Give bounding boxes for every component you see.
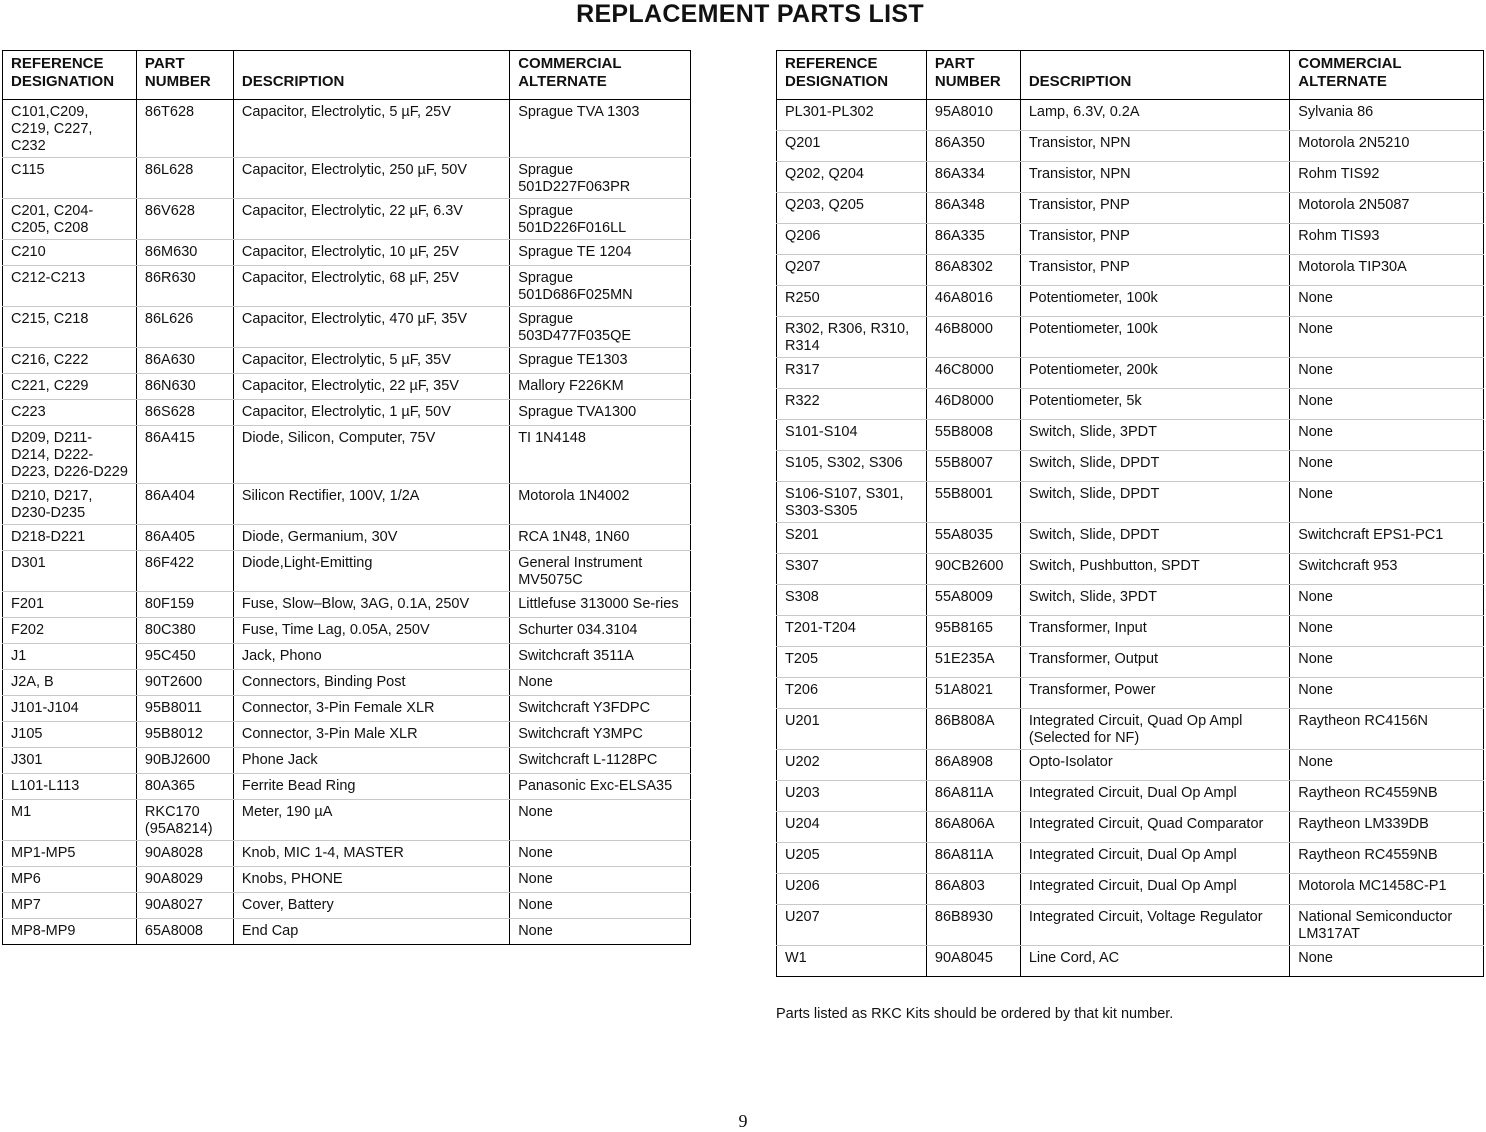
part-number-cell: 86F422 bbox=[136, 551, 233, 592]
commercial-alternate-cell: Motorola 1N4002 bbox=[510, 484, 691, 525]
description-cell: Cover, Battery bbox=[233, 893, 509, 919]
reference-cell: C115 bbox=[3, 158, 137, 199]
reference-cell: R250 bbox=[777, 286, 927, 317]
commercial-alternate-cell: None bbox=[1290, 451, 1484, 482]
description-cell: Potentiometer, 5k bbox=[1020, 389, 1289, 420]
reference-cell: Q202, Q204 bbox=[777, 162, 927, 193]
commercial-alternate-cell: None bbox=[1290, 750, 1484, 781]
part-number-cell: 86L626 bbox=[136, 307, 233, 348]
commercial-alternate-cell: None bbox=[510, 800, 691, 841]
description-cell: Connectors, Binding Post bbox=[233, 670, 509, 696]
header-commercial-alternate: COMMERCIAL ALTERNATE bbox=[510, 51, 691, 100]
reference-cell: Q201 bbox=[777, 131, 927, 162]
description-cell: Meter, 190 µA bbox=[233, 800, 509, 841]
table-row bbox=[777, 585, 1484, 616]
part-number-cell: 90BJ2600 bbox=[136, 748, 233, 774]
description-cell: Transformer, Input bbox=[1020, 616, 1289, 647]
part-number-cell: 80C380 bbox=[136, 618, 233, 644]
part-number-cell: 86N630 bbox=[136, 374, 233, 400]
part-number-cell: 80F159 bbox=[136, 592, 233, 618]
commercial-alternate-cell: Switchcraft EPS1-PC1 bbox=[1290, 523, 1484, 554]
header-reference-designation: REFERENCE DESIGNATION bbox=[3, 51, 137, 100]
description-cell: Ferrite Bead Ring bbox=[233, 774, 509, 800]
description-cell: Phone Jack bbox=[233, 748, 509, 774]
table-row bbox=[777, 554, 1484, 585]
reference-cell: R302, R306, R310, R314 bbox=[777, 317, 927, 358]
commercial-alternate-cell: Panasonic Exc-ELSA35 bbox=[510, 774, 691, 800]
part-number-cell: 51A8021 bbox=[926, 678, 1020, 709]
part-number-cell: 46C8000 bbox=[926, 358, 1020, 389]
part-number-cell: 46B8000 bbox=[926, 317, 1020, 358]
reference-cell: C212-C213 bbox=[3, 266, 137, 307]
header-commercial-alternate: COMMERCIAL ALTERNATE bbox=[1290, 51, 1484, 100]
part-number-cell: RKC170 (95A8214) bbox=[136, 800, 233, 841]
part-number-cell: 86A348 bbox=[926, 193, 1020, 224]
commercial-alternate-cell: Sprague TE 1204 bbox=[510, 240, 691, 266]
table-row bbox=[3, 696, 691, 722]
reference-cell: U204 bbox=[777, 812, 927, 843]
part-number-cell: 55B8001 bbox=[926, 482, 1020, 523]
part-number-cell: 86B8930 bbox=[926, 905, 1020, 946]
commercial-alternate-cell: Sprague 501D227F063PR bbox=[510, 158, 691, 199]
description-cell: Transistor, PNP bbox=[1020, 224, 1289, 255]
part-number-cell: 86A350 bbox=[926, 131, 1020, 162]
table-row bbox=[3, 199, 691, 240]
description-cell: Transistor, NPN bbox=[1020, 162, 1289, 193]
page-title: REPLACEMENT PARTS LIST bbox=[576, 0, 924, 28]
part-number-cell: 86A404 bbox=[136, 484, 233, 525]
reference-cell: C216, C222 bbox=[3, 348, 137, 374]
commercial-alternate-cell: National Semiconductor LM317AT bbox=[1290, 905, 1484, 946]
commercial-alternate-cell: None bbox=[1290, 585, 1484, 616]
part-number-cell: 51E235A bbox=[926, 647, 1020, 678]
commercial-alternate-cell: None bbox=[1290, 420, 1484, 451]
table-row bbox=[777, 420, 1484, 451]
description-cell: Knobs, PHONE bbox=[233, 867, 509, 893]
reference-cell: T206 bbox=[777, 678, 927, 709]
commercial-alternate-cell: Switchcraft 3511A bbox=[510, 644, 691, 670]
reference-cell: F201 bbox=[3, 592, 137, 618]
reference-cell: S201 bbox=[777, 523, 927, 554]
description-cell: Integrated Circuit, Dual Op Ampl bbox=[1020, 781, 1289, 812]
table-row bbox=[3, 158, 691, 199]
reference-cell: Q207 bbox=[777, 255, 927, 286]
table-row bbox=[3, 644, 691, 670]
table-row bbox=[777, 162, 1484, 193]
commercial-alternate-cell: Rohm TIS92 bbox=[1290, 162, 1484, 193]
commercial-alternate-cell: Rohm TIS93 bbox=[1290, 224, 1484, 255]
table-row bbox=[777, 389, 1484, 420]
table-row bbox=[777, 224, 1484, 255]
reference-cell: U201 bbox=[777, 709, 927, 750]
description-cell: Switch, Pushbutton, SPDT bbox=[1020, 554, 1289, 585]
commercial-alternate-cell: None bbox=[510, 893, 691, 919]
commercial-alternate-cell: None bbox=[510, 841, 691, 867]
part-number-cell: 86A415 bbox=[136, 426, 233, 484]
table-row bbox=[777, 451, 1484, 482]
part-number-cell: 65A8008 bbox=[136, 919, 233, 945]
parts-table-right-body bbox=[777, 100, 1484, 977]
ordering-note: Parts listed as RKC Kits should be ordered by that kit number. bbox=[776, 1006, 1174, 1022]
parts-table-left-body bbox=[3, 100, 691, 945]
commercial-alternate-cell: Raytheon RC4559NB bbox=[1290, 843, 1484, 874]
reference-cell: S307 bbox=[777, 554, 927, 585]
table-row bbox=[777, 781, 1484, 812]
description-cell: Fuse, Slow–Blow, 3AG, 0.1A, 250V bbox=[233, 592, 509, 618]
part-number-cell: 95B8165 bbox=[926, 616, 1020, 647]
table-row bbox=[3, 426, 691, 484]
table-row bbox=[777, 131, 1484, 162]
description-cell: Potentiometer, 100k bbox=[1020, 317, 1289, 358]
commercial-alternate-cell: None bbox=[1290, 946, 1484, 977]
commercial-alternate-cell: Motorola TIP30A bbox=[1290, 255, 1484, 286]
reference-cell: C201, C204-C205, C208 bbox=[3, 199, 137, 240]
reference-cell: S308 bbox=[777, 585, 927, 616]
part-number-cell: 86M630 bbox=[136, 240, 233, 266]
commercial-alternate-cell: Motorola 2N5087 bbox=[1290, 193, 1484, 224]
part-number-cell: 86A806A bbox=[926, 812, 1020, 843]
commercial-alternate-cell: Sprague 503D477F035QE bbox=[510, 307, 691, 348]
table-row bbox=[777, 812, 1484, 843]
part-number-cell: 86S628 bbox=[136, 400, 233, 426]
commercial-alternate-cell: Sprague TVA 1303 bbox=[510, 100, 691, 158]
description-cell: Integrated Circuit, Quad Op Ampl (Selected for NF) bbox=[1020, 709, 1289, 750]
table-row bbox=[3, 307, 691, 348]
table-row bbox=[3, 774, 691, 800]
table-row bbox=[777, 523, 1484, 554]
part-number-cell: 86B808A bbox=[926, 709, 1020, 750]
part-number-cell: 90CB2600 bbox=[926, 554, 1020, 585]
table-row bbox=[3, 618, 691, 644]
commercial-alternate-cell: Motorola 2N5210 bbox=[1290, 131, 1484, 162]
description-cell: Transistor, NPN bbox=[1020, 131, 1289, 162]
reference-cell: U205 bbox=[777, 843, 927, 874]
commercial-alternate-cell: None bbox=[1290, 317, 1484, 358]
description-cell: Switch, Slide, DPDT bbox=[1020, 451, 1289, 482]
commercial-alternate-cell: Sylvania 86 bbox=[1290, 100, 1484, 131]
reference-cell: D209, D211-D214, D222-D223, D226-D229 bbox=[3, 426, 137, 484]
commercial-alternate-cell: None bbox=[1290, 616, 1484, 647]
commercial-alternate-cell: None bbox=[1290, 678, 1484, 709]
reference-cell: D301 bbox=[3, 551, 137, 592]
part-number-cell: 95C450 bbox=[136, 644, 233, 670]
table-row bbox=[3, 374, 691, 400]
commercial-alternate-cell: Raytheon RC4559NB bbox=[1290, 781, 1484, 812]
reference-cell: MP7 bbox=[3, 893, 137, 919]
header-description: DESCRIPTION bbox=[1020, 51, 1289, 100]
reference-cell: MP1-MP5 bbox=[3, 841, 137, 867]
commercial-alternate-cell: Motorola MC1458C-P1 bbox=[1290, 874, 1484, 905]
description-cell: Knob, MIC 1-4, MASTER bbox=[233, 841, 509, 867]
part-number-cell: 86A811A bbox=[926, 843, 1020, 874]
part-number-cell: 90A8029 bbox=[136, 867, 233, 893]
part-number-cell: 90A8045 bbox=[926, 946, 1020, 977]
description-cell: Integrated Circuit, Dual Op Ampl bbox=[1020, 874, 1289, 905]
table-header-row bbox=[3, 51, 691, 100]
reference-cell: R317 bbox=[777, 358, 927, 389]
part-number-cell: 86R630 bbox=[136, 266, 233, 307]
commercial-alternate-cell: Raytheon RC4156N bbox=[1290, 709, 1484, 750]
part-number-cell: 46D8000 bbox=[926, 389, 1020, 420]
table-row bbox=[777, 678, 1484, 709]
part-number-cell: 90A8028 bbox=[136, 841, 233, 867]
part-number-cell: 90T2600 bbox=[136, 670, 233, 696]
header-part-number: PART NUMBER bbox=[136, 51, 233, 100]
header-reference-designation: REFERENCE DESIGNATION bbox=[777, 51, 927, 100]
commercial-alternate-cell: TI 1N4148 bbox=[510, 426, 691, 484]
reference-cell: W1 bbox=[777, 946, 927, 977]
commercial-alternate-cell: Sprague 501D686F025MN bbox=[510, 266, 691, 307]
description-cell: Capacitor, Electrolytic, 250 µF, 50V bbox=[233, 158, 509, 199]
description-cell: Capacitor, Electrolytic, 68 µF, 25V bbox=[233, 266, 509, 307]
description-cell: End Cap bbox=[233, 919, 509, 945]
header-description: DESCRIPTION bbox=[233, 51, 509, 100]
reference-cell: Q203, Q205 bbox=[777, 193, 927, 224]
description-cell: Transistor, PNP bbox=[1020, 193, 1289, 224]
description-cell: Switch, Slide, 3PDT bbox=[1020, 420, 1289, 451]
table-row bbox=[3, 525, 691, 551]
table-header-row bbox=[777, 51, 1484, 100]
commercial-alternate-cell: Switchcraft 953 bbox=[1290, 554, 1484, 585]
part-number-cell: 46A8016 bbox=[926, 286, 1020, 317]
commercial-alternate-cell: Littlefuse 313000 Se-ries bbox=[510, 592, 691, 618]
table-row bbox=[3, 592, 691, 618]
table-row bbox=[777, 843, 1484, 874]
description-cell: Diode,Light-Emitting bbox=[233, 551, 509, 592]
commercial-alternate-cell: Switchcraft Y3MPC bbox=[510, 722, 691, 748]
reference-cell: J1 bbox=[3, 644, 137, 670]
table-row bbox=[777, 358, 1484, 389]
description-cell: Diode, Germanium, 30V bbox=[233, 525, 509, 551]
commercial-alternate-cell: None bbox=[510, 670, 691, 696]
reference-cell: D218-D221 bbox=[3, 525, 137, 551]
reference-cell: M1 bbox=[3, 800, 137, 841]
table-row bbox=[3, 893, 691, 919]
part-number-cell: 86V628 bbox=[136, 199, 233, 240]
description-cell: Jack, Phono bbox=[233, 644, 509, 670]
commercial-alternate-cell: Raytheon LM339DB bbox=[1290, 812, 1484, 843]
commercial-alternate-cell: Schurter 034.3104 bbox=[510, 618, 691, 644]
parts-table-left bbox=[2, 50, 691, 945]
part-number-cell: 86L628 bbox=[136, 158, 233, 199]
commercial-alternate-cell: None bbox=[1290, 389, 1484, 420]
reference-cell: C215, C218 bbox=[3, 307, 137, 348]
commercial-alternate-cell: Switchcraft L-1128PC bbox=[510, 748, 691, 774]
parts-table-right bbox=[776, 50, 1484, 977]
table-row bbox=[777, 709, 1484, 750]
table-row bbox=[777, 255, 1484, 286]
part-number-cell: 95A8010 bbox=[926, 100, 1020, 131]
part-number-cell: 80A365 bbox=[136, 774, 233, 800]
table-row bbox=[3, 748, 691, 774]
reference-cell: Q206 bbox=[777, 224, 927, 255]
commercial-alternate-cell: None bbox=[510, 867, 691, 893]
reference-cell: L101-L113 bbox=[3, 774, 137, 800]
description-cell: Opto-Isolator bbox=[1020, 750, 1289, 781]
table-row bbox=[3, 484, 691, 525]
description-cell: Capacitor, Electrolytic, 5 µF, 35V bbox=[233, 348, 509, 374]
reference-cell: R322 bbox=[777, 389, 927, 420]
table-row bbox=[777, 946, 1484, 977]
description-cell: Capacitor, Electrolytic, 10 µF, 25V bbox=[233, 240, 509, 266]
part-number-cell: 86T628 bbox=[136, 100, 233, 158]
header-part-number: PART NUMBER bbox=[926, 51, 1020, 100]
description-cell: Switch, Slide, 3PDT bbox=[1020, 585, 1289, 616]
description-cell: Transformer, Power bbox=[1020, 678, 1289, 709]
reference-cell: U203 bbox=[777, 781, 927, 812]
part-number-cell: 95B8011 bbox=[136, 696, 233, 722]
commercial-alternate-cell: None bbox=[1290, 482, 1484, 523]
description-cell: Integrated Circuit, Quad Comparator bbox=[1020, 812, 1289, 843]
table-row bbox=[3, 240, 691, 266]
description-cell: Integrated Circuit, Dual Op Ampl bbox=[1020, 843, 1289, 874]
table-row bbox=[3, 551, 691, 592]
page-number: 9 bbox=[738, 1111, 748, 1131]
table-row bbox=[3, 266, 691, 307]
commercial-alternate-cell: Switchcraft Y3FDPC bbox=[510, 696, 691, 722]
reference-cell: S105, S302, S306 bbox=[777, 451, 927, 482]
reference-cell: C101,C209, C219, C227, C232 bbox=[3, 100, 137, 158]
table-row bbox=[3, 841, 691, 867]
reference-cell: C210 bbox=[3, 240, 137, 266]
description-cell: Connector, 3-Pin Female XLR bbox=[233, 696, 509, 722]
reference-cell: S101-S104 bbox=[777, 420, 927, 451]
description-cell: Capacitor, Electrolytic, 22 µF, 6.3V bbox=[233, 199, 509, 240]
reference-cell: MP8-MP9 bbox=[3, 919, 137, 945]
table-row bbox=[3, 348, 691, 374]
part-number-cell: 86A8302 bbox=[926, 255, 1020, 286]
table-row bbox=[3, 670, 691, 696]
table-row bbox=[777, 750, 1484, 781]
description-cell: Connector, 3-Pin Male XLR bbox=[233, 722, 509, 748]
table-row bbox=[777, 905, 1484, 946]
table-row bbox=[3, 100, 691, 158]
table-row bbox=[3, 400, 691, 426]
description-cell: Diode, Silicon, Computer, 75V bbox=[233, 426, 509, 484]
part-number-cell: 86A8908 bbox=[926, 750, 1020, 781]
reference-cell: U206 bbox=[777, 874, 927, 905]
description-cell: Line Cord, AC bbox=[1020, 946, 1289, 977]
description-cell: Capacitor, Electrolytic, 22 µF, 35V bbox=[233, 374, 509, 400]
part-number-cell: 90A8027 bbox=[136, 893, 233, 919]
part-number-cell: 86A334 bbox=[926, 162, 1020, 193]
description-cell: Lamp, 6.3V, 0.2A bbox=[1020, 100, 1289, 131]
table-row bbox=[777, 647, 1484, 678]
table-row bbox=[777, 482, 1484, 523]
table-row bbox=[3, 722, 691, 748]
reference-cell: F202 bbox=[3, 618, 137, 644]
reference-cell: T205 bbox=[777, 647, 927, 678]
table-row bbox=[3, 800, 691, 841]
reference-cell: C221, C229 bbox=[3, 374, 137, 400]
commercial-alternate-cell: None bbox=[1290, 358, 1484, 389]
reference-cell: MP6 bbox=[3, 867, 137, 893]
reference-cell: J101-J104 bbox=[3, 696, 137, 722]
part-number-cell: 95B8012 bbox=[136, 722, 233, 748]
part-number-cell: 86A803 bbox=[926, 874, 1020, 905]
commercial-alternate-cell: Mallory F226KM bbox=[510, 374, 691, 400]
reference-cell: J2A, B bbox=[3, 670, 137, 696]
commercial-alternate-cell: Sprague 501D226F016LL bbox=[510, 199, 691, 240]
reference-cell: C223 bbox=[3, 400, 137, 426]
part-number-cell: 55B8007 bbox=[926, 451, 1020, 482]
table-row bbox=[777, 616, 1484, 647]
description-cell: Potentiometer, 200k bbox=[1020, 358, 1289, 389]
commercial-alternate-cell: General Instrument MV5075C bbox=[510, 551, 691, 592]
reference-cell: S106-S107, S301, S303-S305 bbox=[777, 482, 927, 523]
description-cell: Capacitor, Electrolytic, 1 µF, 50V bbox=[233, 400, 509, 426]
description-cell: Silicon Rectifier, 100V, 1/2A bbox=[233, 484, 509, 525]
description-cell: Fuse, Time Lag, 0.05A, 250V bbox=[233, 618, 509, 644]
commercial-alternate-cell: None bbox=[510, 919, 691, 945]
reference-cell: D210, D217, D230-D235 bbox=[3, 484, 137, 525]
part-number-cell: 55A8009 bbox=[926, 585, 1020, 616]
commercial-alternate-cell: Sprague TE1303 bbox=[510, 348, 691, 374]
description-cell: Capacitor, Electrolytic, 470 µF, 35V bbox=[233, 307, 509, 348]
table-row bbox=[777, 317, 1484, 358]
part-number-cell: 86A630 bbox=[136, 348, 233, 374]
description-cell: Potentiometer, 100k bbox=[1020, 286, 1289, 317]
commercial-alternate-cell: RCA 1N48, 1N60 bbox=[510, 525, 691, 551]
commercial-alternate-cell: None bbox=[1290, 286, 1484, 317]
reference-cell: U207 bbox=[777, 905, 927, 946]
description-cell: Transformer, Output bbox=[1020, 647, 1289, 678]
table-row bbox=[3, 867, 691, 893]
description-cell: Capacitor, Electrolytic, 5 µF, 25V bbox=[233, 100, 509, 158]
reference-cell: J105 bbox=[3, 722, 137, 748]
part-number-cell: 55B8008 bbox=[926, 420, 1020, 451]
table-row bbox=[777, 193, 1484, 224]
part-number-cell: 86A335 bbox=[926, 224, 1020, 255]
part-number-cell: 55A8035 bbox=[926, 523, 1020, 554]
reference-cell: T201-T204 bbox=[777, 616, 927, 647]
part-number-cell: 86A811A bbox=[926, 781, 1020, 812]
description-cell: Switch, Slide, DPDT bbox=[1020, 523, 1289, 554]
description-cell: Transistor, PNP bbox=[1020, 255, 1289, 286]
part-number-cell: 86A405 bbox=[136, 525, 233, 551]
reference-cell: PL301-PL302 bbox=[777, 100, 927, 131]
commercial-alternate-cell: None bbox=[1290, 647, 1484, 678]
table-row bbox=[777, 100, 1484, 131]
description-cell: Integrated Circuit, Voltage Regulator bbox=[1020, 905, 1289, 946]
table-row bbox=[777, 286, 1484, 317]
table-row bbox=[777, 874, 1484, 905]
commercial-alternate-cell: Sprague TVA1300 bbox=[510, 400, 691, 426]
description-cell: Switch, Slide, DPDT bbox=[1020, 482, 1289, 523]
reference-cell: U202 bbox=[777, 750, 927, 781]
table-row bbox=[3, 919, 691, 945]
reference-cell: J301 bbox=[3, 748, 137, 774]
